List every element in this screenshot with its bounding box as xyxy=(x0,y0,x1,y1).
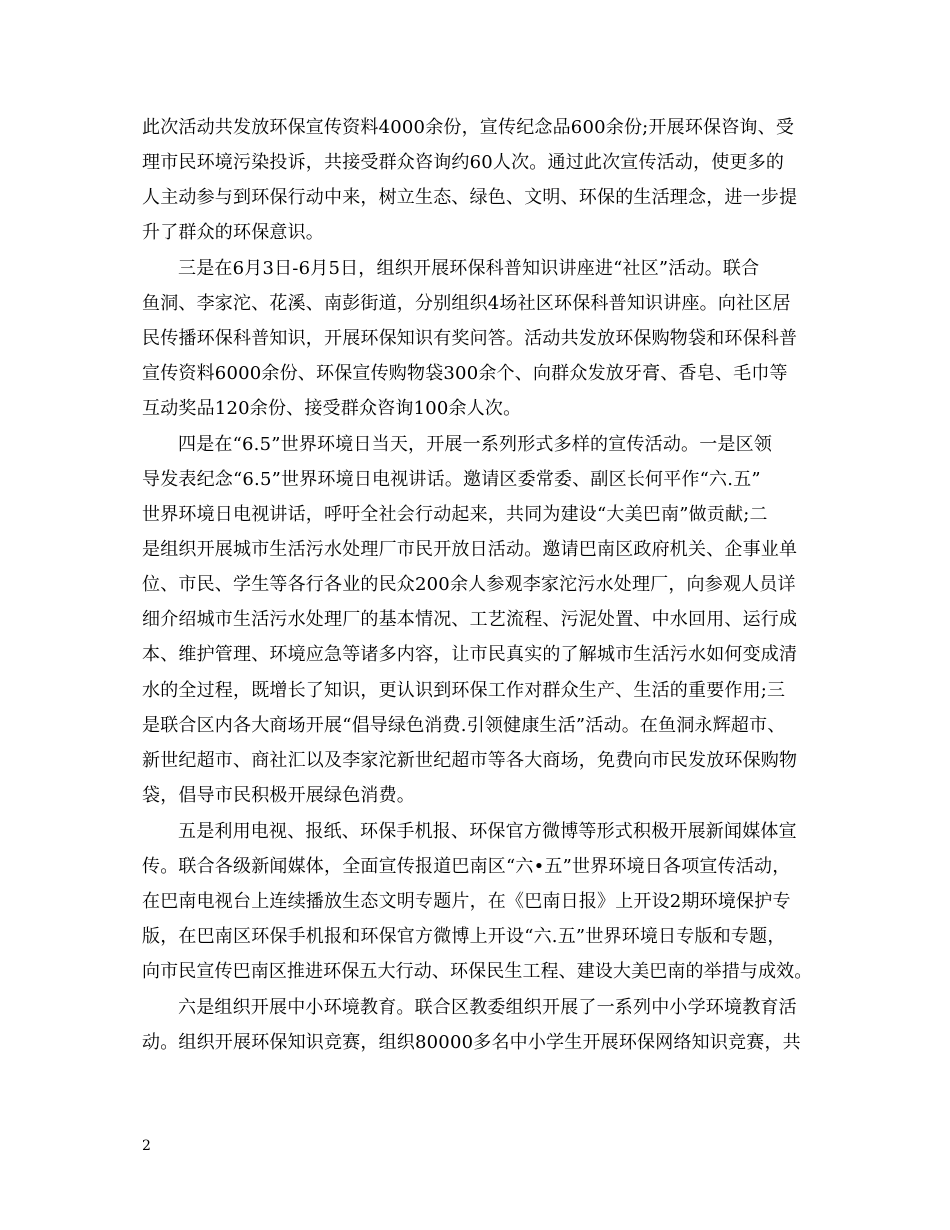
text-line: 袋，倡导市民积极开展绿色消费。 xyxy=(142,785,415,806)
text-line: 世界环境日电视讲话，呼吁全社会行动起来，共同为建设“大美巴南”做贡献;二 xyxy=(142,504,768,525)
text-line: 本、维护管理、环境应急等诸多内容，让市民真实的了解城市生活污水如何变成清 xyxy=(142,644,798,665)
text-line: 升了群众的环保意识。 xyxy=(142,222,324,243)
text-line: 理市民环境污染投诉，共接受群众咨询约60人次。通过此次宣传活动，使更多的 xyxy=(142,152,785,173)
text-line: 细介绍城市生活污水处理厂的基本情况、工艺流程、污泥处置、中水回用、运行成 xyxy=(142,609,798,630)
text-line: 动。组织开展环保知识竞赛，组织80000多名中小学生开展环保网络知识竞赛，共 xyxy=(142,1032,801,1053)
text-line: 位、市民、学生等各行各业的民众200余人参观李家沱污水处理厂，向参观人员详 xyxy=(142,574,796,595)
page-number: 2 xyxy=(142,1138,151,1154)
text-line: 水的全过程，既增长了知识，更认识到环保工作对群众生产、生活的重要作用;三 xyxy=(142,680,786,701)
text-line: 鱼洞、李家沱、花溪、南彭街道，分别组织4场社区环保科普知识讲座。向社区居 xyxy=(142,293,791,314)
paragraph-first-line: 四是在“6.5”世界环境日当天，开展一系列形式多样的宣传活动。一是区领 xyxy=(178,434,773,455)
paragraph-first-line: 六是组织开展中小环境教育。联合区教委组织开展了一系列中小学环境教育活 xyxy=(178,997,797,1018)
text-line: 此次活动共发放环保宣传资料4000余份，宣传纪念品600余份;开展环保咨询、受 xyxy=(142,117,795,138)
text-line: 传。联合各级新闻媒体，全面宣传报道巴南区“六•五”世界环境日各项宣传活动， xyxy=(142,856,791,877)
text-line: 人主动参与到环保行动中来，树立生态、绿色、文明、环保的生活理念，进一步提 xyxy=(142,187,798,208)
paragraph-first-line: 五是利用电视、报纸、环保手机报、环保官方微博等形式积极开展新闻媒体宣 xyxy=(178,821,797,842)
text-line: 导发表纪念“6.5”世界环境日电视讲话。邀请区委常委、副区长何平作“六.五” xyxy=(142,469,761,490)
text-line: 互动奖品120余份、接受群众咨询100余人次。 xyxy=(142,398,522,419)
text-line: 是联合区内各大商场开展“倡导绿色消费.引领健康生活”活动。在鱼洞永辉超市、 xyxy=(142,715,786,736)
text-line: 新世纪超市、商社汇以及李家沱新世纪超市等各大商场，免费向市民发放环保购物 xyxy=(142,750,798,771)
paragraph-first-line: 三是在6月3日-6月5日，组织开展环保科普知识讲座进“社区”活动。联合 xyxy=(178,258,760,279)
text-line: 民传播环保科普知识，开展环保知识有奖问答。活动共发放环保购物袋和环保科普 xyxy=(142,328,798,349)
text-line: 宣传资料6000余份、环保宣传购物袋300余个、向群众发放牙膏、香皂、毛巾等 xyxy=(142,363,788,384)
text-line: 向市民宣传巴南区推进环保五大行动、环保民生工程、建设大美巴南的举措与成效。 xyxy=(142,961,813,982)
text-line: 是组织开展城市生活污水处理厂市民开放日活动。邀请巴南区政府机关、企事业单 xyxy=(142,539,798,560)
text-line: 版，在巴南区环保手机报和环保官方微博上开设“六.五”世界环境日专版和专题， xyxy=(142,926,786,947)
text-line: 在巴南电视台上连续播放生态文明专题片，在《巴南日报》上开设2期环境保护专 xyxy=(142,891,791,912)
